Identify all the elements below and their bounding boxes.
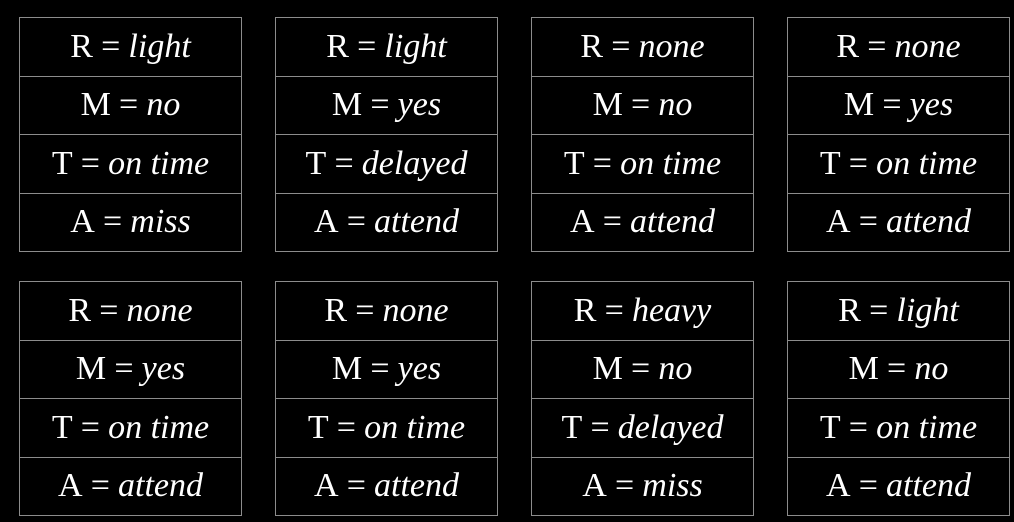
assignment-value: delayed xyxy=(617,408,724,446)
world-card-6 xyxy=(275,281,498,516)
equals-sign: = xyxy=(99,291,119,329)
equals-sign: = xyxy=(334,144,354,182)
assignment-row xyxy=(276,193,497,252)
assignment-row xyxy=(276,398,497,457)
assignment-value: on time xyxy=(364,408,466,446)
equals-sign: = xyxy=(614,467,635,505)
assignment-row xyxy=(532,398,753,457)
variable-letter: M xyxy=(592,86,623,124)
assignment-row xyxy=(276,18,497,76)
variable-letter: R xyxy=(326,27,349,65)
equals-sign: = xyxy=(590,408,610,446)
equals-sign: = xyxy=(80,144,100,182)
equals-sign: = xyxy=(346,203,366,241)
assignment-value: miss xyxy=(130,203,191,241)
variable-letter: R xyxy=(70,27,93,65)
variable-letter: R xyxy=(838,291,861,329)
variable-letter: A xyxy=(825,203,851,241)
assignment-row xyxy=(532,340,753,399)
equals-sign: = xyxy=(357,27,377,65)
assignment-value: attend xyxy=(374,203,460,241)
assignment-row xyxy=(788,398,1009,457)
equals-sign: = xyxy=(631,86,651,124)
assignment-value: yes xyxy=(397,86,442,124)
assignment-row xyxy=(20,282,241,340)
world-card-2 xyxy=(275,17,498,252)
variable-letter: T xyxy=(561,408,583,446)
variable-letter: R xyxy=(324,291,348,329)
equals-sign: = xyxy=(858,467,878,505)
variable-letter: T xyxy=(51,408,73,446)
assignment-value: attend xyxy=(630,203,716,241)
assignment-row xyxy=(788,457,1009,516)
equals-sign: = xyxy=(867,27,887,65)
variable-letter: A xyxy=(313,467,339,505)
assignment-value: light xyxy=(384,27,447,65)
assignment-value: on time xyxy=(108,408,210,446)
assignment-value: no xyxy=(146,86,181,124)
world-card-5 xyxy=(19,281,242,516)
assignment-value: light xyxy=(128,27,191,65)
equals-sign: = xyxy=(887,350,907,388)
variable-letter: T xyxy=(307,408,329,446)
assignment-value: miss xyxy=(642,467,703,505)
equals-sign: = xyxy=(848,144,868,182)
equals-sign: = xyxy=(114,350,134,388)
assignment-value: yes xyxy=(141,350,186,388)
assignment-row xyxy=(788,76,1009,135)
assignment-row xyxy=(788,340,1009,399)
assignment-value: no xyxy=(914,350,949,388)
world-card-7 xyxy=(531,281,754,516)
assignment-row xyxy=(532,18,753,76)
equals-sign: = xyxy=(592,144,612,182)
assignment-value: delayed xyxy=(361,144,468,182)
variable-letter: T xyxy=(819,144,841,182)
variable-letter: M xyxy=(592,350,623,388)
equals-sign: = xyxy=(869,291,889,329)
variable-letter: R xyxy=(580,27,604,65)
equals-sign: = xyxy=(119,86,139,124)
assignment-value: none xyxy=(126,291,193,329)
equals-sign: = xyxy=(101,27,121,65)
assignment-value: none xyxy=(382,291,449,329)
equals-sign: = xyxy=(611,27,631,65)
variable-letter: A xyxy=(569,203,595,241)
assignment-row xyxy=(532,134,753,193)
equals-sign: = xyxy=(631,350,651,388)
assignment-value: none xyxy=(894,27,961,65)
variable-letter: R xyxy=(68,291,92,329)
worlds-grid xyxy=(19,17,1010,516)
world-card-3 xyxy=(531,17,754,252)
assignment-value: attend xyxy=(886,203,972,241)
variable-letter: M xyxy=(848,350,879,388)
equals-sign: = xyxy=(370,350,390,388)
assignment-row xyxy=(20,193,241,252)
variable-letter: M xyxy=(331,86,363,124)
assignment-row xyxy=(20,340,241,399)
variable-letter: T xyxy=(51,144,73,182)
variable-letter: R xyxy=(836,27,860,65)
assignment-row xyxy=(276,457,497,516)
assignment-value: on time xyxy=(620,144,722,182)
assignment-row xyxy=(276,134,497,193)
equals-sign: = xyxy=(882,86,902,124)
equals-sign: = xyxy=(102,203,123,241)
assignment-row xyxy=(20,398,241,457)
assignment-value: attend xyxy=(886,467,972,505)
variable-letter: T xyxy=(305,144,327,182)
world-card-8 xyxy=(787,281,1010,516)
equals-sign: = xyxy=(858,203,878,241)
assignment-value: light xyxy=(896,291,959,329)
assignment-value: no xyxy=(658,86,693,124)
assignment-row xyxy=(532,76,753,135)
variable-letter: A xyxy=(313,203,339,241)
world-card-1 xyxy=(19,17,242,252)
equals-sign: = xyxy=(80,408,100,446)
assignment-row xyxy=(532,193,753,252)
equals-sign: = xyxy=(336,408,356,446)
assignment-row xyxy=(532,457,753,516)
equals-sign: = xyxy=(604,291,624,329)
equals-sign: = xyxy=(346,467,366,505)
assignment-row xyxy=(20,18,241,76)
variable-letter: M xyxy=(80,86,111,124)
assignment-row xyxy=(788,18,1009,76)
assignment-row xyxy=(20,457,241,516)
assignment-row xyxy=(532,282,753,340)
variable-letter: T xyxy=(563,144,585,182)
assignment-value: heavy xyxy=(631,291,712,329)
assignment-row xyxy=(788,282,1009,340)
assignment-value: yes xyxy=(397,350,442,388)
assignment-row xyxy=(20,134,241,193)
assignment-value: on time xyxy=(876,144,978,182)
equals-sign: = xyxy=(355,291,375,329)
equals-sign: = xyxy=(848,408,868,446)
equals-sign: = xyxy=(370,86,390,124)
equals-sign: = xyxy=(602,203,622,241)
assignment-row xyxy=(276,76,497,135)
assignment-row xyxy=(276,282,497,340)
assignment-row xyxy=(276,340,497,399)
assignment-row xyxy=(788,193,1009,252)
assignment-value: attend xyxy=(118,467,204,505)
assignment-value: on time xyxy=(108,144,210,182)
assignment-value: yes xyxy=(909,86,954,124)
variable-letter: T xyxy=(819,408,841,446)
assignment-row xyxy=(20,76,241,135)
variable-letter: M xyxy=(75,350,107,388)
variable-letter: A xyxy=(825,467,851,505)
variable-letter: M xyxy=(331,350,363,388)
assignment-row xyxy=(788,134,1009,193)
equals-sign: = xyxy=(90,467,110,505)
variable-letter: A xyxy=(582,467,607,505)
world-card-4 xyxy=(787,17,1010,252)
variable-letter: A xyxy=(57,467,83,505)
variable-letter: A xyxy=(70,203,95,241)
variable-letter: M xyxy=(843,86,875,124)
variable-letter: R xyxy=(573,291,597,329)
assignment-value: attend xyxy=(374,467,460,505)
assignment-value: on time xyxy=(876,408,978,446)
assignment-value: no xyxy=(658,350,693,388)
assignment-value: none xyxy=(638,27,705,65)
